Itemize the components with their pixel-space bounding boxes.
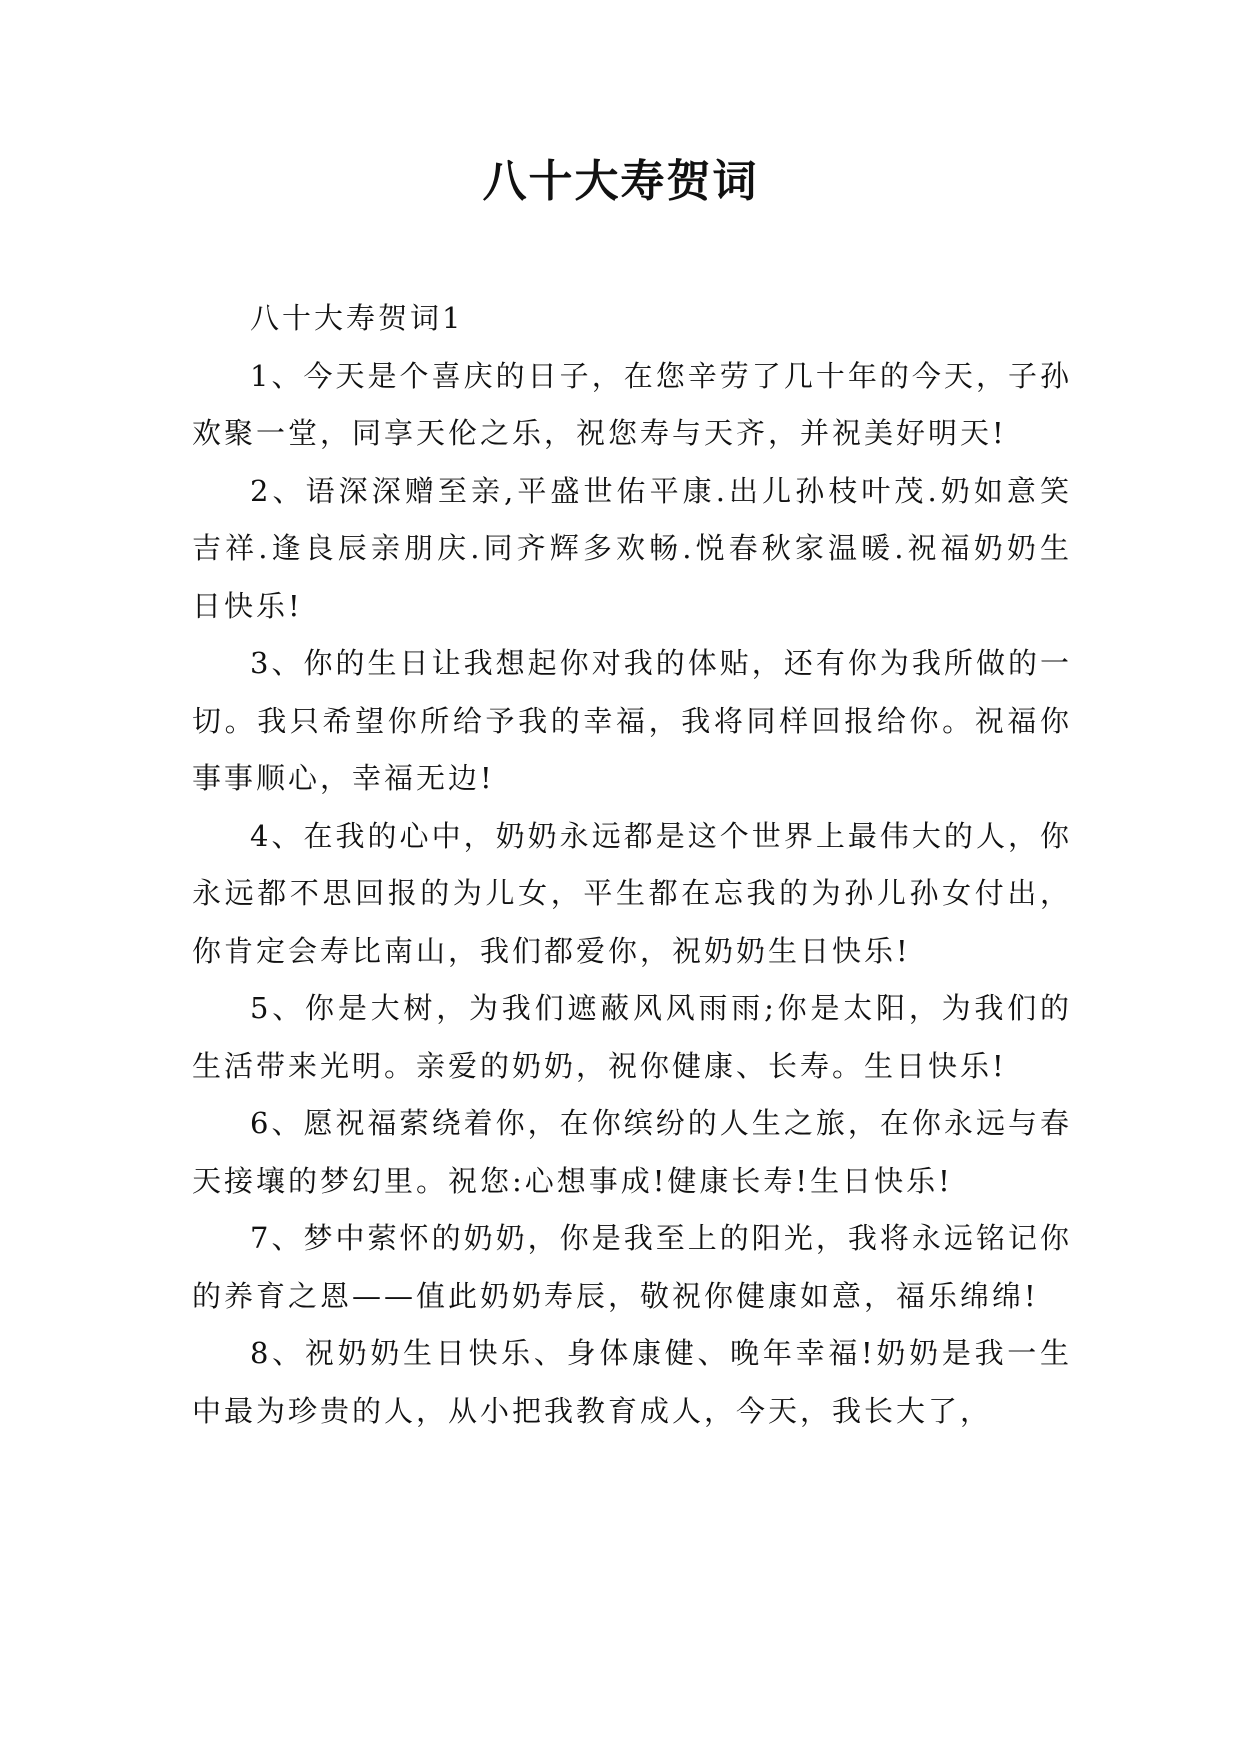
paragraph-6: 6、愿祝福萦绕着你，在你缤纷的人生之旅，在你永远与春天接壤的梦幻里。祝您:心想事成!健康长寿!生日快乐! [192,1106,1072,1198]
paragraph-3: 3、你的生日让我想起你对我的体贴，还有你为我所做的一切。我只希望你所给予我的幸福，我将同样回报给你。祝福你事事顺心，幸福无边! [192,646,1072,795]
document-title: 八十大寿贺词 [482,156,759,207]
paragraph-1: 1、今天是个喜庆的日子，在您辛劳了几十年的今天，子孙欢聚一堂，同享天伦之乐，祝您寿与天齐，并祝美好明天! [192,358,1072,450]
paragraph-8: 8、祝奶奶生日快乐、身体康健、晚年幸福!奶奶是我一生中最为珍贵的人，从小把我教育成人，今天，我长大了， [192,1336,1072,1428]
paragraph-5: 5、你是大树，为我们遮蔽风风雨雨;你是太阳，为我们的生活带来光明。亲爱的奶奶，祝你健康、长寿。生日快乐! [192,991,1072,1083]
paragraph-4: 4、在我的心中，奶奶永远都是这个世界上最伟大的人，你永远都不思回报的为儿女，平生都在忘我的为孙儿孙女付出，你肯定会寿比南山，我们都爱你，祝奶奶生日快乐! [192,818,1072,968]
section-heading: 八十大寿贺词1 [250,301,464,335]
document-body [192,290,1072,1440]
paragraph-2: 2、语深深赠至亲,平盛世佑平康.出儿孙枝叶茂.奶如意笑吉祥.逢良辰亲朋庆.同齐辉多欢畅.悦春秋家温暖.祝福奶奶生日快乐! [192,473,1072,623]
paragraph-7: 7、梦中萦怀的奶奶，你是我至上的阳光，我将永远铭记你的养育之恩——值此奶奶寿辰，敬祝你健康如意，福乐绵绵! [192,1221,1072,1313]
